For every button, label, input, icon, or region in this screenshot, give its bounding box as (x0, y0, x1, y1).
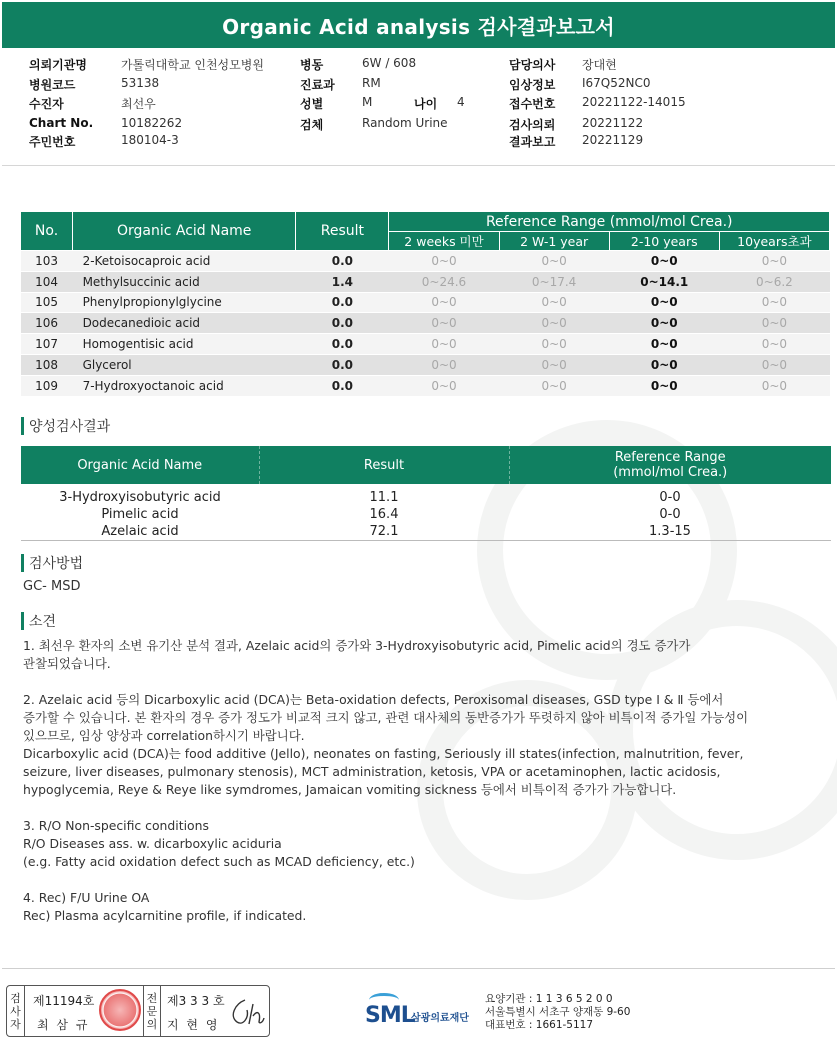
row-number: 105 (21, 292, 73, 313)
table-row (21, 292, 830, 313)
range-value: 0~0 (609, 375, 719, 396)
acid-name: Phenylpropionylglycine (73, 292, 296, 313)
result-value: 72.1 (259, 523, 509, 540)
section-title: 양성검사결과 (29, 419, 111, 435)
acid-name: Dodecanedioic acid (73, 313, 296, 334)
signature-icon (227, 994, 265, 1030)
column-header: 10years초과 (719, 232, 829, 251)
opinion-line (23, 673, 748, 691)
reference-header-line1: Reference Range (614, 450, 726, 465)
result-value: 0.0 (296, 334, 389, 355)
info-label: 병원코드 (29, 78, 76, 92)
acid-name: Azelaic acid (21, 523, 259, 540)
reference-value: 0-0 (659, 490, 681, 505)
info-label: 나이 (414, 97, 438, 111)
result-value: 11.1 (369, 490, 399, 505)
opinion-line: 증가할 수 있습니다. 본 환자의 경우 증가 정도가 비교적 크지 않고, 관련 대사체의 동반증가가 뚜렷하지 않아 비특이적 증가일 가능성이 (23, 710, 749, 725)
opinion-line (23, 871, 748, 889)
acid-name: Methylsuccinic acid (73, 271, 296, 292)
section-marker (21, 612, 24, 630)
inspector-name: 최 삼 규 (37, 1018, 90, 1032)
address-line: 서울특별시 서초구 양재동 9-60 (485, 1006, 631, 1018)
info-label: 의뢰기관명 (29, 58, 87, 72)
table-row (21, 484, 831, 506)
patient-name: 최선우 (121, 97, 156, 111)
table-row (21, 251, 830, 272)
result-value: 0.0 (296, 292, 389, 313)
opinion-line: 2. Azelaic acid 등의 Dicarboxylic acid (DCA)는 Beta-oxidation defects, Peroxisomal diseases, GSD type Ⅰ & Ⅱ 등에서 (23, 692, 724, 707)
range-value: 0~0 (389, 375, 499, 396)
result-value: 0.0 (296, 375, 389, 396)
acid-name: Pimelic acid (101, 507, 179, 522)
info-label: 접수번호 (509, 97, 556, 111)
specialist-name: 지 현 영 (167, 1018, 220, 1032)
table-row (21, 506, 831, 523)
range-value: 0~6.2 (719, 271, 829, 292)
section-title: 소견 (29, 614, 57, 630)
column-header: 2 weeks 미만 (389, 232, 499, 251)
range-value: 0~0 (389, 251, 499, 272)
row-number: 107 (21, 334, 73, 355)
result-value: 0.0 (296, 354, 389, 375)
column-header: Organic Acid Name (21, 446, 259, 484)
range-value: 0~0 (389, 354, 499, 375)
patient-info (0, 52, 837, 167)
acid-name: 7-Hydroxyoctanoic acid (73, 375, 296, 396)
age: 4 (457, 95, 465, 109)
reference-value: 1.3-15 (509, 523, 831, 540)
opinion-line: 3. R/O Non-specific conditions (23, 818, 209, 833)
acid-name: 2-Ketoisocaproic acid (73, 251, 296, 272)
range-value: 0~0 (719, 313, 829, 334)
range-value: 0~0 (719, 251, 829, 272)
table-row (21, 334, 830, 355)
range-value: 0~24.6 (389, 271, 499, 292)
column-header: Result (296, 212, 389, 251)
range-value: 0~0 (499, 334, 609, 355)
row-number: 109 (21, 375, 73, 396)
opinion-line: Rec) Plasma acylcarnitine profile, if indicated. (23, 908, 307, 923)
hospital-name: 가톨릭대학교 인천성모병원 (121, 58, 264, 72)
range-value: 0~0 (389, 313, 499, 334)
info-label: 결과보고 (509, 135, 556, 149)
info-label: 진료과 (300, 78, 335, 92)
info-label: 주민번호 (29, 135, 76, 149)
department: RM (362, 76, 381, 90)
result-value: 0.0 (296, 251, 389, 272)
opinion-line (23, 799, 748, 817)
range-value: 0~0 (389, 292, 499, 313)
method-heading (21, 553, 83, 573)
specialist-label: 전문의 (143, 986, 161, 1036)
sml-logo (365, 993, 485, 1033)
range-value: 0~0 (389, 334, 499, 355)
clinical-info: I67Q52NC0 (582, 76, 651, 90)
section-marker (21, 554, 24, 572)
reference-header-line2: (mmol/mol Crea.) (613, 465, 728, 480)
info-label: 성별 (300, 97, 324, 111)
acid-name: Glycerol (73, 354, 296, 375)
positive-results-heading (21, 416, 110, 436)
resident-number: 180104-3 (121, 133, 179, 147)
acid-name: Homogentisic acid (73, 334, 296, 355)
opinion-line: (e.g. Fatty acid oxidation defect such as MCAD deficiency, etc.) (23, 854, 415, 869)
info-label: 담당의사 (509, 58, 556, 72)
opinion-line: seizure, liver diseases, pulmonary stenosis), MCT administration, ketosis, VPA or acetaminophen, lactic acidosis, (23, 764, 721, 779)
ward: 6W / 608 (362, 56, 417, 70)
range-value: 0~0 (719, 354, 829, 375)
row-number: 104 (21, 271, 73, 292)
row-number: 108 (21, 354, 73, 375)
method-text: GC- MSD (23, 579, 81, 594)
opinion-line: 1. 최선우 환자의 소변 유기산 분석 결과, Azelaic acid의 증가와 3-Hydroxyisobutyric acid, Pimelic acid의 경도 증가가 (23, 638, 691, 653)
table-row (21, 375, 830, 396)
doctor: 장대현 (582, 58, 617, 72)
inspector-license: 제11194호 (33, 994, 95, 1008)
positive-results-table (21, 446, 831, 541)
range-value: 0~0 (499, 313, 609, 334)
hospital-code: 53138 (121, 76, 160, 90)
range-value: 0~17.4 (499, 271, 609, 292)
table-row (21, 271, 830, 292)
organic-acid-table (20, 211, 830, 397)
address-line: 대표번호 : 1661-5117 (485, 1019, 594, 1031)
address-line: 요양기관 : 1 1 3 6 5 2 0 0 (485, 993, 613, 1005)
column-header: No. (21, 212, 73, 251)
row-number: 106 (21, 313, 73, 334)
report-date: 20221129 (582, 133, 644, 147)
opinion-line: hypoglycemia, Reye & Reye like symdromes, Jamaican vomiting sickness 등에서 비특이적 증가가 가능합니다. (23, 782, 677, 797)
column-header: Organic Acid Name (73, 212, 296, 251)
info-label: 검사의뢰 (509, 118, 556, 132)
table-row (21, 354, 830, 375)
opinion-text (23, 637, 748, 925)
column-header: Reference Range (mmol/mol Crea.) (389, 212, 830, 232)
info-label: 수진자 (29, 97, 64, 111)
table-row (21, 313, 830, 334)
opinion-line: Dicarboxylic acid (DCA)는 food additive (Jello), neonates on fasting, Seriously ill states(infection, malnutrition, fever, (23, 746, 744, 761)
range-value: 0~0 (499, 375, 609, 396)
institution-address (485, 993, 630, 1032)
range-value: 0~0 (609, 251, 719, 272)
result-value: 0.0 (296, 313, 389, 334)
range-value: 0~0 (719, 375, 829, 396)
report-title: Organic Acid analysis 검사결과보고서 (2, 2, 835, 48)
inspector-label: 검사자 (7, 986, 25, 1036)
column-header (509, 446, 831, 484)
range-value: 0~0 (499, 251, 609, 272)
acid-name: 3-Hydroxyisobutyric acid (59, 490, 221, 505)
info-label: 임상정보 (509, 78, 556, 92)
seal-icon (99, 989, 141, 1031)
range-value: 0~0 (609, 334, 719, 355)
foundation-name: 삼광의료재단 (411, 1013, 469, 1024)
logo-text: SML (365, 1003, 414, 1028)
section-title: 검사방법 (29, 556, 84, 572)
section-marker (21, 417, 24, 435)
table-row (21, 523, 831, 540)
column-header: 2-10 years (609, 232, 719, 251)
result-value: 16.4 (369, 507, 399, 522)
signature-box (6, 985, 270, 1037)
column-header: Result (259, 446, 509, 484)
column-header: 2 W-1 year (499, 232, 609, 251)
row-number: 103 (21, 251, 73, 272)
info-label: 검체 (300, 118, 324, 132)
range-value: 0~14.1 (609, 271, 719, 292)
range-value: 0~0 (499, 354, 609, 375)
range-value: 0~0 (609, 292, 719, 313)
specimen: Random Urine (362, 116, 448, 130)
divider (2, 165, 835, 166)
range-value: 0~0 (499, 292, 609, 313)
range-value: 0~0 (719, 334, 829, 355)
sex: M (362, 95, 373, 109)
opinion-line: 있으므로, 임상 양상과 correlation하시기 바랍니다. (23, 728, 305, 743)
opinion-heading (21, 611, 56, 631)
opinion-line: 관찰되었습니다. (23, 656, 111, 671)
chart-number: 10182262 (121, 116, 183, 130)
result-value: 1.4 (296, 271, 389, 292)
range-value: 0~0 (719, 292, 829, 313)
request-date: 20221122 (582, 116, 644, 130)
info-label: 병동 (300, 58, 324, 72)
opinion-line: R/O Diseases ass. w. dicarboxylic aciduria (23, 836, 282, 851)
reference-value: 0-0 (659, 507, 681, 522)
info-label: Chart No. (29, 116, 94, 130)
opinion-line: 4. Rec) F/U Urine OA (23, 890, 150, 905)
footer-divider (2, 968, 835, 969)
specialist-license: 제3 3 3 호 (167, 994, 225, 1008)
accession-number: 20221122-14015 (582, 95, 686, 109)
range-value: 0~0 (609, 313, 719, 334)
range-value: 0~0 (609, 354, 719, 375)
